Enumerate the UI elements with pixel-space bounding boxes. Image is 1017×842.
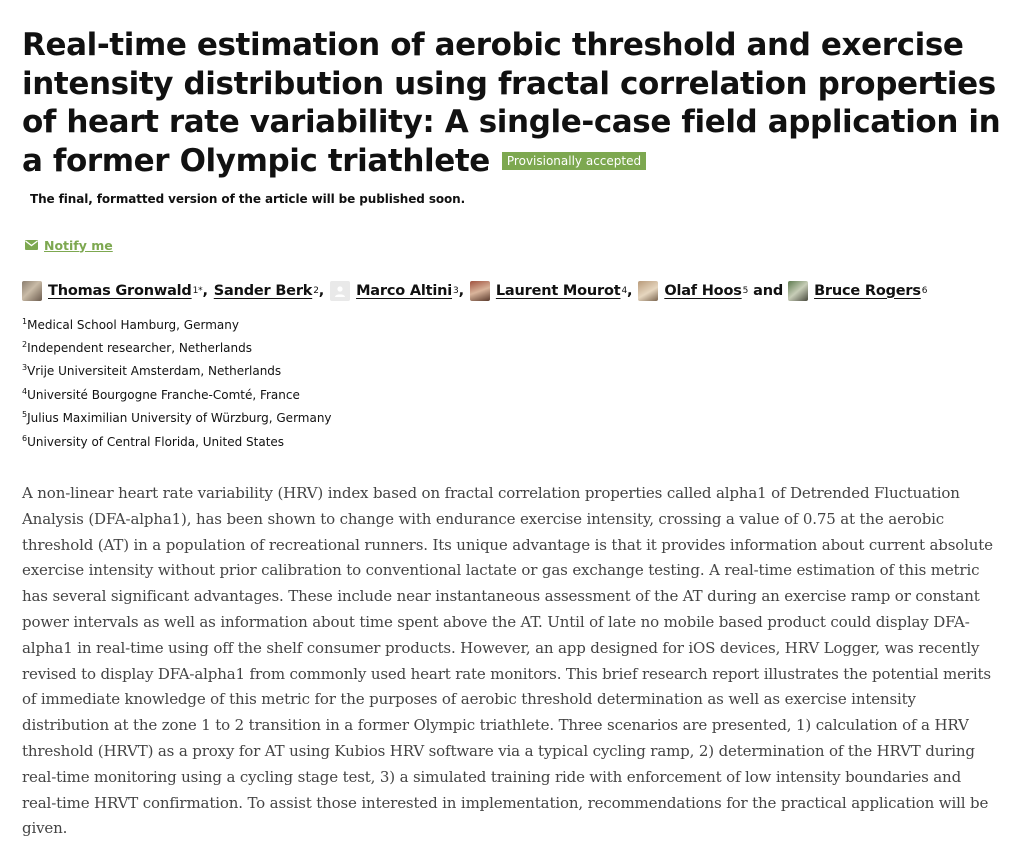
affiliation-number: 3 [22,363,28,373]
affiliation-text: Université Bourgogne Franche-Comté, France [27,387,300,402]
author-separator: , [458,282,464,299]
affiliation-text: University of Central Florida, United States [27,434,285,449]
affiliation-list [22,312,1017,452]
author-affiliation-marker: 1* [192,285,203,296]
author-separator: , [318,282,325,299]
affiliation-number: 1 [22,316,28,326]
status-badge: Provisionally accepted [502,152,646,170]
person-placeholder-icon[interactable] [330,281,350,301]
author-list [22,280,1017,302]
author-separator: , [202,282,208,299]
author-item [788,281,927,301]
affiliation-text: Julius Maximilian University of Würzburg, Germany [27,411,332,426]
affiliation-item [22,312,1017,335]
author-name-link[interactable]: Laurent Mourot [495,282,621,299]
article-title [22,26,1007,219]
author-avatar[interactable] [638,281,658,301]
author-separator: , [627,282,633,299]
publish-note: The final, formatted version of the article will be published soon. [30,192,466,206]
affiliation-number: 4 [22,386,28,396]
title-block [22,0,1007,219]
author-name-link[interactable]: Olaf Hoos [664,282,742,299]
author-name-link[interactable]: Bruce Rogers [814,282,921,299]
author-affiliation-marker: 6 [921,285,928,296]
author-item [638,281,748,301]
author-name-link[interactable]: Marco Altini [356,282,453,299]
affiliation-item [22,382,1017,405]
affiliation-item [22,429,1017,452]
author-affiliation-marker: 3 [453,285,459,296]
envelope-icon [25,240,38,250]
author-affiliation-marker: 2 [313,285,319,296]
author-avatar[interactable] [788,281,808,301]
affiliation-text: Medical School Hamburg, Germany [27,317,239,332]
affiliation-text: Independent researcher, Netherlands [27,340,252,355]
affiliation-number: 2 [22,339,28,349]
article-title-text: Real-time estimation of aerobic threshold and exercise intensity distribution using fractal correlation properties of heart rate variability: A single-case field application in a former Olympic triathlete [22,27,1001,179]
affiliation-item [22,358,1017,381]
author-name-link[interactable]: Thomas Gronwald [48,282,192,299]
affiliation-text: Vrije Universiteit Amsterdam, Netherlands [27,364,282,379]
author-affiliation-marker: 5 [742,285,749,296]
author-item [22,281,214,301]
author-item [330,281,470,301]
affiliation-item [22,335,1017,358]
abstract-text: A non-linear heart rate variability (HRV) index based on fractal correlation properties called alpha1 of Detrended Fluctuation Analysis (DFA-alpha1), has been shown to change with endurance exercise intensity, crossing a value of 0.75 at the aerobic threshold (AT) in a population of recreational runners. Its unique advantage is that it provides information about current absolute exercise intensity without prior calibration to conventional lactate or gas exchange testing. A real-time estimation of this metric has several significant advantages. These include near instantaneous assessment of the AT during an exercise ramp or constant power intervals as well as information about time spent above the AT. Until of late no mobile based product could display DFA-alpha1 in real-time using off the shelf consumer products. However, an app designed for iOS devices, HRV Logger, was recently revised to display DFA-alpha1 from commonly used heart rate monitors. This brief research report illustrates the potential merits of immediate knowledge of this metric for the purposes of aerobic threshold determination as well as exercise intensity distribution at the zone 1 to 2 transition in a former Olympic triathlete. Three scenarios are presented, 1) calculation of a HRV threshold (HRVT) as a proxy for AT using Kubios HRV software via a typical cycling ramp, 2) determination of the HRVT during real-time monitoring using a cycling stage test, 3) a simulated training ride with enforcement of low intensity boundaries and real-time HRVT confirmation. To assist those interested in implementation, recommendations for the practical application will be given. [22,483,993,838]
author-item [214,283,330,299]
affiliation-item [22,405,1017,428]
affiliation-number: 6 [22,433,28,443]
author-name-link[interactable]: Sander Berk [213,282,313,299]
notify-me-label: Notify me [44,237,113,253]
affiliation-number: 5 [22,410,28,420]
author-affiliation-marker: 4 [621,285,627,296]
author-avatar[interactable] [470,281,490,301]
author-item [470,281,638,301]
author-avatar[interactable] [22,281,42,301]
authors-conjunction: and [753,282,784,299]
notify-me-link[interactable] [25,238,113,253]
